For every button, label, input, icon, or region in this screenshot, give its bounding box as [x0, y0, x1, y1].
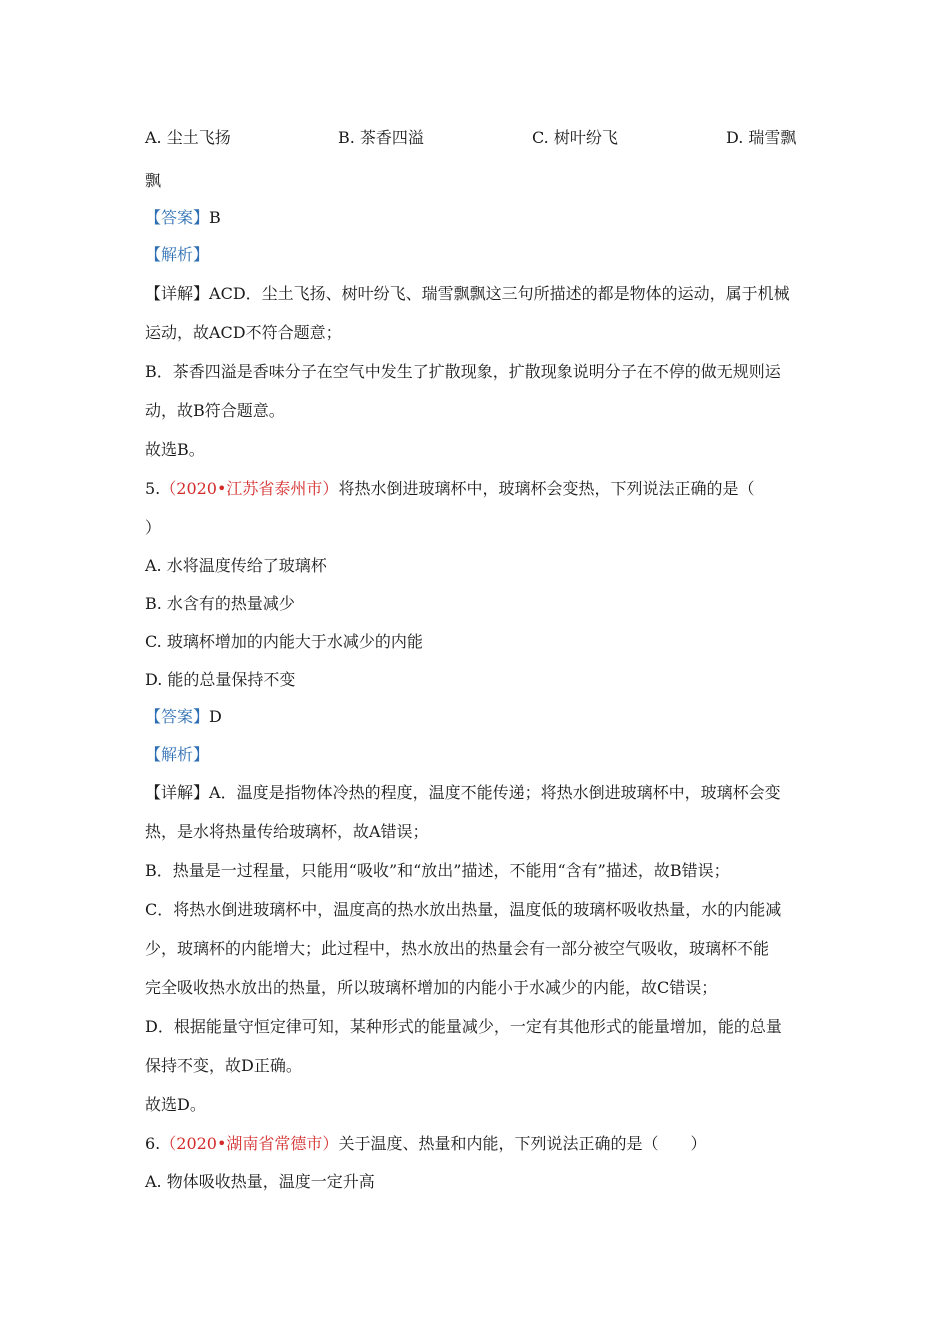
answer-value: B	[209, 208, 221, 227]
q5-option-c: C. 玻璃杯增加的内能大于水减少的内能	[145, 632, 423, 651]
q5-stem-wrap: ）	[145, 518, 162, 537]
detail-text: ACD．尘土飞扬、树叶纷飞、瑞雪飘飘这三句所描述的都是物体的运动，属于机械	[209, 284, 790, 303]
q5-detail-line: B．热量是一过程量，只能用“吸收”和“放出”描述，不能用“含有”描述，故B错误；	[145, 861, 730, 880]
q5-detail-line	[145, 783, 781, 803]
q4-option-d-wrap: 飘	[145, 171, 162, 190]
q5-option-a: A. 水将温度传给了玻璃杯	[145, 556, 327, 575]
q5-number: 5.	[145, 479, 161, 498]
q4-option-d: D. 瑞雪飘	[726, 128, 797, 147]
q5-detail-line: C．将热水倒进玻璃杯中，温度高的热水放出热量，温度低的玻璃杯吸收热量，水的内能减	[145, 900, 782, 919]
detail-tag: 【详解】	[145, 284, 210, 303]
detail-tag: 【详解】	[145, 783, 210, 802]
q5-detail-line: 保持不变，故D正确。	[145, 1056, 302, 1075]
q5-detail-line: D．根据能量守恒定律可知，某种形式的能量减少，一定有其他形式的能量增加，能的总量	[145, 1017, 782, 1036]
q5-detail-line: 完全吸收热水放出的热量，所以玻璃杯增加的内能小于水减少的内能，故C错误；	[145, 978, 718, 997]
q5-option-d: D. 能的总量保持不变	[145, 670, 296, 689]
q5-source: （2020•江苏省泰州市）	[160, 479, 339, 498]
q4-option-a: A. 尘土飞扬	[145, 128, 231, 147]
q4-option-b: B. 茶香四溢	[338, 128, 424, 147]
q4-detail-line: 动，故B符合题意。	[145, 401, 285, 420]
q6-stem-text: 关于温度、热量和内能，下列说法正确的是（ ）	[338, 1134, 707, 1153]
q6-stem	[145, 1134, 706, 1154]
q4-answer	[145, 208, 221, 228]
q5-analysis-heading	[145, 745, 209, 765]
answer-tag: 【答案】	[145, 208, 210, 227]
q5-stem-text: 将热水倒进玻璃杯中，玻璃杯会变热，下列说法正确的是（	[338, 479, 755, 498]
detail-text: A．温度是指物体冷热的程度，温度不能传递；将热水倒进玻璃杯中，玻璃杯会变	[209, 783, 781, 802]
q6-option-a: A. 物体吸收热量，温度一定升高	[145, 1172, 375, 1191]
q5-option-b: B. 水含有的热量减少	[145, 594, 295, 613]
analysis-tag: 【解析】	[145, 745, 210, 764]
q4-detail-line	[145, 284, 790, 304]
answer-tag: 【答案】	[145, 707, 210, 726]
answer-value: D	[209, 707, 222, 726]
q4-detail-line: 运动，故ACD不符合题意；	[145, 323, 342, 342]
q6-source: （2020•湖南省常德市）	[160, 1134, 339, 1153]
q5-stem	[145, 479, 754, 499]
q4-detail-line: B．茶香四溢是香味分子在空气中发生了扩散现象，扩散现象说明分子在不停的做无规则运	[145, 362, 781, 381]
q4-conclusion: 故选B。	[145, 440, 205, 459]
q5-conclusion: 故选D。	[145, 1095, 206, 1114]
analysis-tag: 【解析】	[145, 245, 210, 264]
q6-number: 6.	[145, 1134, 161, 1153]
q5-detail-line: 少，玻璃杯的内能增大；此过程中，热水放出的热量会有一部分被空气吸收，玻璃杯不能	[145, 939, 770, 958]
q5-detail-line: 热，是水将热量传给玻璃杯，故A错误；	[145, 822, 429, 841]
q4-analysis-heading	[145, 245, 209, 265]
q4-option-c: C. 树叶纷飞	[532, 128, 618, 147]
q5-answer	[145, 707, 222, 727]
